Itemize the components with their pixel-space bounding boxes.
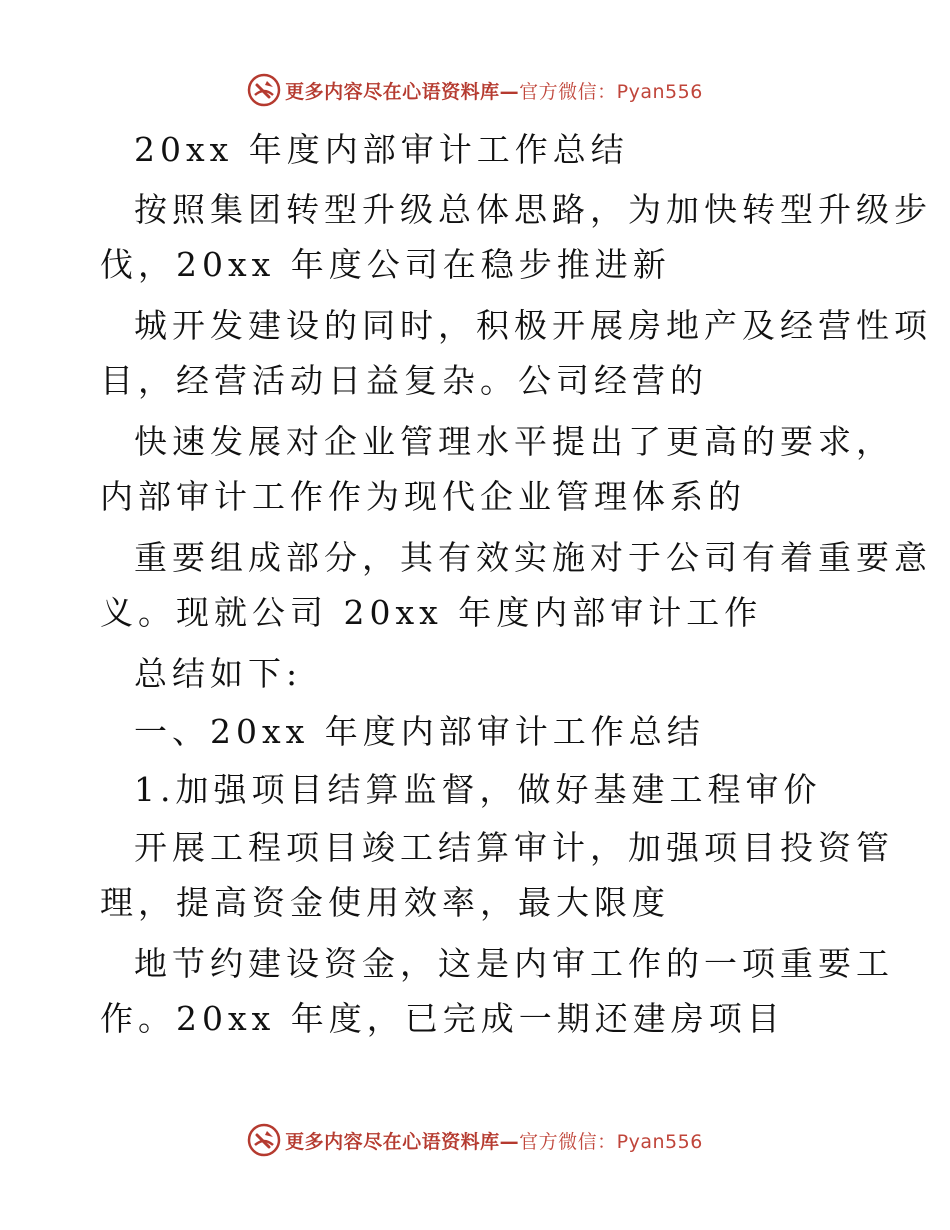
banner-contact: 官方微信：Pyan556 xyxy=(519,80,703,103)
banner-contact: 官方微信：Pyan556 xyxy=(519,1130,703,1153)
paragraph-line: 内部审计工作作为现代企业管理体系的 xyxy=(100,477,746,516)
paragraph-line: 伐，20xx 年度公司在稳步推进新 xyxy=(100,245,671,284)
paragraph-line: 理，提高资金使用效率，最大限度 xyxy=(100,883,670,922)
document-title: 20xx 年度内部审计工作总结 xyxy=(134,130,629,169)
paragraph-line: 地节约建设资金，这是内审工作的一项重要工 xyxy=(134,944,894,983)
subsection-heading: 1.加强项目结算监督，做好基建工程审价 xyxy=(134,770,822,809)
paragraph-line: 作。20xx 年度，已完成一期还建房项目 xyxy=(100,999,785,1038)
section-heading: 一、20xx 年度内部审计工作总结 xyxy=(134,712,705,751)
header-banner xyxy=(0,70,950,110)
paragraph-line: 快速发展对企业管理水平提出了更高的要求， xyxy=(134,422,894,461)
paragraph-line: 目，经营活动日益复杂。公司经营的 xyxy=(100,361,708,400)
banner-separator: — xyxy=(499,1130,520,1153)
paragraph-line: 开展工程项目竣工结算审计，加强项目投资管 xyxy=(134,828,894,867)
paragraph-line: 义。现就公司 20xx 年度内部审计工作 xyxy=(100,593,763,632)
paragraph-line: 按照集团转型升级总体思路，为加快转型升级步 xyxy=(134,190,932,229)
paragraph-line: 总结如下: xyxy=(134,654,303,693)
banner-title: 更多内容尽在心语资料库 xyxy=(285,80,500,103)
book-pen-logo-icon xyxy=(247,1123,281,1157)
banner-text xyxy=(285,1127,703,1154)
banner-title: 更多内容尽在心语资料库 xyxy=(285,1130,500,1153)
banner-text xyxy=(285,77,703,104)
book-pen-logo-icon xyxy=(247,73,281,107)
paragraph-line: 重要组成部分，其有效实施对于公司有着重要意 xyxy=(134,538,932,577)
paragraph-line: 城开发建设的同时，积极开展房地产及经营性项 xyxy=(134,306,932,345)
footer-banner xyxy=(0,1120,950,1160)
banner-separator: — xyxy=(499,80,520,103)
